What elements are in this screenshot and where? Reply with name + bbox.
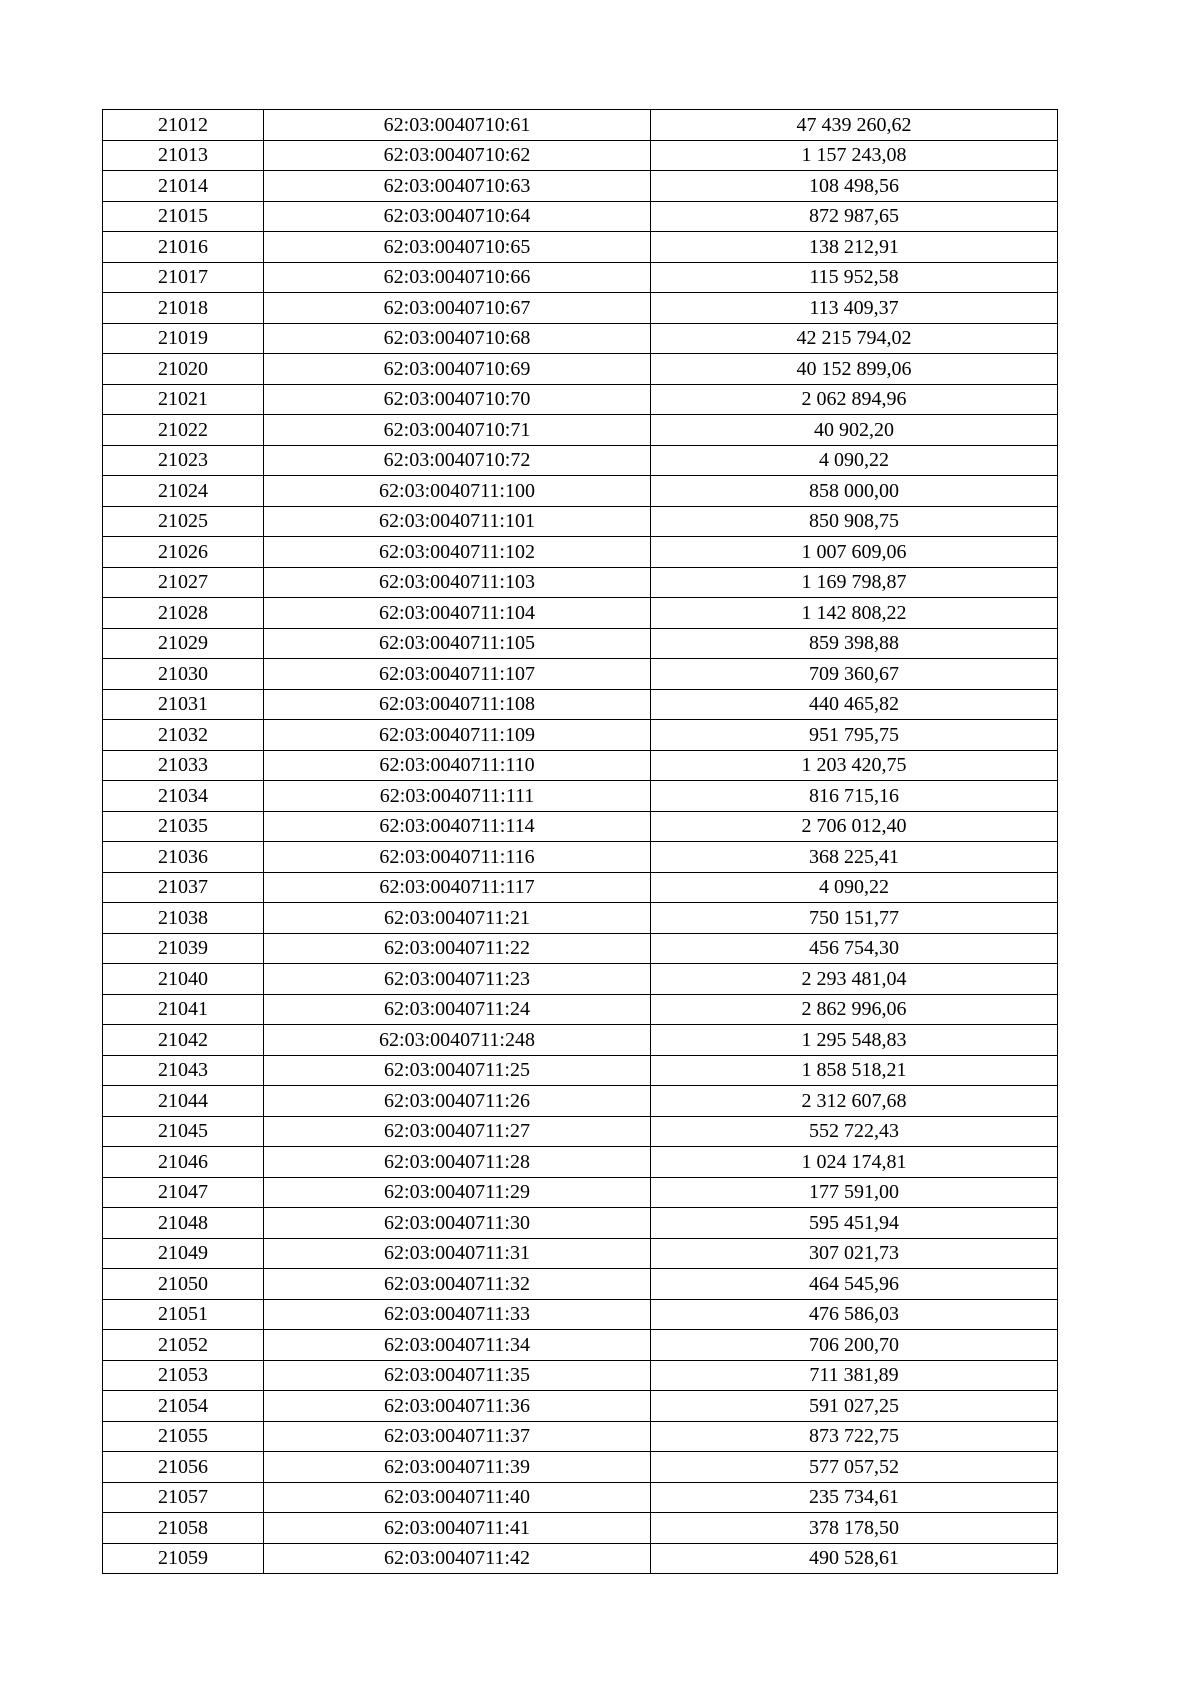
table-row <box>103 1299 1058 1330</box>
row-number-cell: 21056 <box>103 1452 264 1483</box>
row-number-cell: 21023 <box>103 445 264 476</box>
value-cell: 951 795,75 <box>651 720 1058 751</box>
row-number-cell: 21042 <box>103 1025 264 1056</box>
value-cell: 577 057,52 <box>651 1452 1058 1483</box>
value-cell: 1 169 798,87 <box>651 567 1058 598</box>
table-row <box>103 201 1058 232</box>
value-cell: 709 360,67 <box>651 659 1058 690</box>
row-number-cell: 21036 <box>103 842 264 873</box>
table-row <box>103 1177 1058 1208</box>
table-row <box>103 445 1058 476</box>
value-cell: 476 586,03 <box>651 1299 1058 1330</box>
cadastral-number-cell: 62:03:0040711:40 <box>264 1482 651 1513</box>
table-row <box>103 232 1058 263</box>
value-cell: 115 952,58 <box>651 262 1058 293</box>
value-cell: 1 858 518,21 <box>651 1055 1058 1086</box>
table-row <box>103 933 1058 964</box>
cadastral-number-cell: 62:03:0040711:39 <box>264 1452 651 1483</box>
cadastral-number-cell: 62:03:0040711:248 <box>264 1025 651 1056</box>
table-row <box>103 1360 1058 1391</box>
table-row <box>103 415 1058 446</box>
row-number-cell: 21058 <box>103 1513 264 1544</box>
table-row <box>103 903 1058 934</box>
row-number-cell: 21046 <box>103 1147 264 1178</box>
cadastral-number-cell: 62:03:0040711:31 <box>264 1238 651 1269</box>
table-row <box>103 1452 1058 1483</box>
row-number-cell: 21017 <box>103 262 264 293</box>
cadastral-number-cell: 62:03:0040711:36 <box>264 1391 651 1422</box>
value-cell: 2 062 894,96 <box>651 384 1058 415</box>
table-row <box>103 1330 1058 1361</box>
table-row <box>103 384 1058 415</box>
cadastral-number-cell: 62:03:0040711:23 <box>264 964 651 995</box>
table-row <box>103 750 1058 781</box>
row-number-cell: 21030 <box>103 659 264 690</box>
row-number-cell: 21037 <box>103 872 264 903</box>
cadastral-number-cell: 62:03:0040711:35 <box>264 1360 651 1391</box>
table-row <box>103 964 1058 995</box>
table-row <box>103 720 1058 751</box>
value-cell: 1 295 548,83 <box>651 1025 1058 1056</box>
value-cell: 4 090,22 <box>651 872 1058 903</box>
value-cell: 816 715,16 <box>651 781 1058 812</box>
row-number-cell: 21035 <box>103 811 264 842</box>
table-row <box>103 323 1058 354</box>
cadastral-number-cell: 62:03:0040711:100 <box>264 476 651 507</box>
row-number-cell: 21048 <box>103 1208 264 1239</box>
table-row <box>103 1025 1058 1056</box>
cadastral-number-cell: 62:03:0040711:27 <box>264 1116 651 1147</box>
row-number-cell: 21020 <box>103 354 264 385</box>
value-cell: 490 528,61 <box>651 1543 1058 1574</box>
value-cell: 464 545,96 <box>651 1269 1058 1300</box>
table-row <box>103 1147 1058 1178</box>
row-number-cell: 21021 <box>103 384 264 415</box>
table-row <box>103 598 1058 629</box>
value-cell: 850 908,75 <box>651 506 1058 537</box>
row-number-cell: 21041 <box>103 994 264 1025</box>
value-cell: 750 151,77 <box>651 903 1058 934</box>
table-row <box>103 1208 1058 1239</box>
row-number-cell: 21033 <box>103 750 264 781</box>
row-number-cell: 21057 <box>103 1482 264 1513</box>
row-number-cell: 21040 <box>103 964 264 995</box>
value-cell: 138 212,91 <box>651 232 1058 263</box>
row-number-cell: 21052 <box>103 1330 264 1361</box>
row-number-cell: 21038 <box>103 903 264 934</box>
value-cell: 307 021,73 <box>651 1238 1058 1269</box>
row-number-cell: 21049 <box>103 1238 264 1269</box>
value-cell: 706 200,70 <box>651 1330 1058 1361</box>
value-cell: 42 215 794,02 <box>651 323 1058 354</box>
cadastral-number-cell: 62:03:0040711:37 <box>264 1421 651 1452</box>
row-number-cell: 21043 <box>103 1055 264 1086</box>
value-cell: 591 027,25 <box>651 1391 1058 1422</box>
table-row <box>103 1482 1058 1513</box>
row-number-cell: 21028 <box>103 598 264 629</box>
row-number-cell: 21047 <box>103 1177 264 1208</box>
row-number-cell: 21013 <box>103 140 264 171</box>
row-number-cell: 21026 <box>103 537 264 568</box>
row-number-cell: 21022 <box>103 415 264 446</box>
cadastral-number-cell: 62:03:0040711:109 <box>264 720 651 751</box>
row-number-cell: 21039 <box>103 933 264 964</box>
row-number-cell: 21044 <box>103 1086 264 1117</box>
table-row <box>103 781 1058 812</box>
row-number-cell: 21019 <box>103 323 264 354</box>
cadastral-number-cell: 62:03:0040711:30 <box>264 1208 651 1239</box>
table-row <box>103 1269 1058 1300</box>
cadastral-number-cell: 62:03:0040711:101 <box>264 506 651 537</box>
value-cell: 1 007 609,06 <box>651 537 1058 568</box>
cadastral-number-cell: 62:03:0040711:24 <box>264 994 651 1025</box>
cadastral-number-cell: 62:03:0040711:26 <box>264 1086 651 1117</box>
table-row <box>103 354 1058 385</box>
value-cell: 859 398,88 <box>651 628 1058 659</box>
row-number-cell: 21012 <box>103 110 264 141</box>
value-cell: 368 225,41 <box>651 842 1058 873</box>
cadastral-number-cell: 62:03:0040711:41 <box>264 1513 651 1544</box>
value-cell: 873 722,75 <box>651 1421 1058 1452</box>
cadastral-number-cell: 62:03:0040711:32 <box>264 1269 651 1300</box>
value-cell: 177 591,00 <box>651 1177 1058 1208</box>
row-number-cell: 21034 <box>103 781 264 812</box>
cadastral-number-cell: 62:03:0040711:28 <box>264 1147 651 1178</box>
value-cell: 47 439 260,62 <box>651 110 1058 141</box>
table-body <box>103 110 1058 1574</box>
cadastral-number-cell: 62:03:0040711:108 <box>264 689 651 720</box>
table-row <box>103 537 1058 568</box>
table-row <box>103 1086 1058 1117</box>
table-row <box>103 262 1058 293</box>
table-row <box>103 140 1058 171</box>
row-number-cell: 21045 <box>103 1116 264 1147</box>
row-number-cell: 21025 <box>103 506 264 537</box>
value-cell: 108 498,56 <box>651 171 1058 202</box>
table-row <box>103 659 1058 690</box>
cadastral-number-cell: 62:03:0040710:67 <box>264 293 651 324</box>
table-row <box>103 1513 1058 1544</box>
cadastral-number-cell: 62:03:0040711:42 <box>264 1543 651 1574</box>
cadastral-number-cell: 62:03:0040711:102 <box>264 537 651 568</box>
cadastral-number-cell: 62:03:0040710:63 <box>264 171 651 202</box>
value-cell: 440 465,82 <box>651 689 1058 720</box>
row-number-cell: 21015 <box>103 201 264 232</box>
value-cell: 2 706 012,40 <box>651 811 1058 842</box>
row-number-cell: 21059 <box>103 1543 264 1574</box>
value-cell: 2 862 996,06 <box>651 994 1058 1025</box>
value-cell: 858 000,00 <box>651 476 1058 507</box>
row-number-cell: 21054 <box>103 1391 264 1422</box>
cadastral-number-cell: 62:03:0040710:70 <box>264 384 651 415</box>
value-cell: 378 178,50 <box>651 1513 1058 1544</box>
cadastral-number-cell: 62:03:0040710:72 <box>264 445 651 476</box>
value-cell: 2 293 481,04 <box>651 964 1058 995</box>
value-cell: 40 152 899,06 <box>651 354 1058 385</box>
table-row <box>103 506 1058 537</box>
table-row <box>103 1116 1058 1147</box>
cadastral-number-cell: 62:03:0040711:33 <box>264 1299 651 1330</box>
cadastral-number-cell: 62:03:0040711:34 <box>264 1330 651 1361</box>
table-row <box>103 567 1058 598</box>
row-number-cell: 21024 <box>103 476 264 507</box>
row-number-cell: 21032 <box>103 720 264 751</box>
cadastral-number-cell: 62:03:0040710:61 <box>264 110 651 141</box>
cadastral-number-cell: 62:03:0040711:21 <box>264 903 651 934</box>
row-number-cell: 21050 <box>103 1269 264 1300</box>
value-cell: 235 734,61 <box>651 1482 1058 1513</box>
cadastral-number-cell: 62:03:0040711:103 <box>264 567 651 598</box>
value-cell: 40 902,20 <box>651 415 1058 446</box>
cadastral-number-cell: 62:03:0040711:114 <box>264 811 651 842</box>
table-row <box>103 1543 1058 1574</box>
cadastral-value-table <box>102 109 1058 1574</box>
row-number-cell: 21029 <box>103 628 264 659</box>
table-row <box>103 171 1058 202</box>
row-number-cell: 21018 <box>103 293 264 324</box>
table-row <box>103 628 1058 659</box>
value-cell: 2 312 607,68 <box>651 1086 1058 1117</box>
table-row <box>103 872 1058 903</box>
cadastral-number-cell: 62:03:0040710:64 <box>264 201 651 232</box>
table-row <box>103 293 1058 324</box>
table-row <box>103 1055 1058 1086</box>
table-row <box>103 994 1058 1025</box>
cadastral-number-cell: 62:03:0040710:68 <box>264 323 651 354</box>
cadastral-number-cell: 62:03:0040710:65 <box>264 232 651 263</box>
value-cell: 595 451,94 <box>651 1208 1058 1239</box>
row-number-cell: 21051 <box>103 1299 264 1330</box>
cadastral-number-cell: 62:03:0040711:105 <box>264 628 651 659</box>
cadastral-number-cell: 62:03:0040710:71 <box>264 415 651 446</box>
value-cell: 552 722,43 <box>651 1116 1058 1147</box>
value-cell: 4 090,22 <box>651 445 1058 476</box>
value-cell: 1 203 420,75 <box>651 750 1058 781</box>
cadastral-number-cell: 62:03:0040710:62 <box>264 140 651 171</box>
value-cell: 711 381,89 <box>651 1360 1058 1391</box>
table-row <box>103 689 1058 720</box>
row-number-cell: 21055 <box>103 1421 264 1452</box>
table-row <box>103 476 1058 507</box>
table-row <box>103 842 1058 873</box>
table-row <box>103 811 1058 842</box>
row-number-cell: 21014 <box>103 171 264 202</box>
cadastral-number-cell: 62:03:0040711:117 <box>264 872 651 903</box>
cadastral-number-cell: 62:03:0040711:116 <box>264 842 651 873</box>
value-cell: 1 157 243,08 <box>651 140 1058 171</box>
table-row <box>103 1421 1058 1452</box>
value-cell: 456 754,30 <box>651 933 1058 964</box>
cadastral-number-cell: 62:03:0040711:107 <box>264 659 651 690</box>
value-cell: 113 409,37 <box>651 293 1058 324</box>
value-cell: 1 024 174,81 <box>651 1147 1058 1178</box>
value-cell: 1 142 808,22 <box>651 598 1058 629</box>
cadastral-number-cell: 62:03:0040711:104 <box>264 598 651 629</box>
table-row <box>103 1238 1058 1269</box>
cadastral-number-cell: 62:03:0040711:22 <box>264 933 651 964</box>
cadastral-number-cell: 62:03:0040711:29 <box>264 1177 651 1208</box>
cadastral-number-cell: 62:03:0040711:111 <box>264 781 651 812</box>
table-row <box>103 110 1058 141</box>
cadastral-number-cell: 62:03:0040711:110 <box>264 750 651 781</box>
row-number-cell: 21027 <box>103 567 264 598</box>
row-number-cell: 21053 <box>103 1360 264 1391</box>
cadastral-number-cell: 62:03:0040710:69 <box>264 354 651 385</box>
row-number-cell: 21031 <box>103 689 264 720</box>
table-row <box>103 1391 1058 1422</box>
value-cell: 872 987,65 <box>651 201 1058 232</box>
cadastral-number-cell: 62:03:0040711:25 <box>264 1055 651 1086</box>
cadastral-number-cell: 62:03:0040710:66 <box>264 262 651 293</box>
row-number-cell: 21016 <box>103 232 264 263</box>
